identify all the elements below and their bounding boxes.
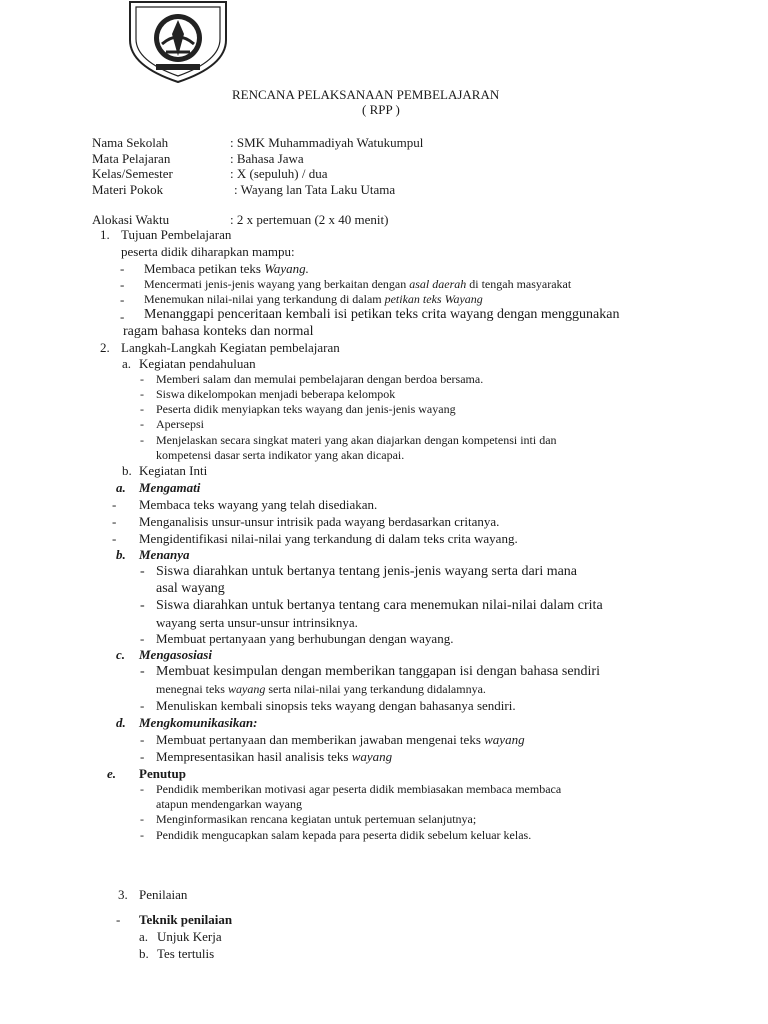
subject-label: Mata Pelajaran: [92, 151, 171, 166]
penutup-title: Penutup: [139, 766, 186, 781]
penutup-item-3: Pendidik mengucapkan salam kepada para peserta didik sebelum keluar kelas.: [156, 828, 532, 842]
section1-intro: peserta didik diharapkan mampu:: [121, 244, 295, 259]
bullet-dash: -: [140, 402, 144, 416]
intro-activity-4: Apersepsi: [156, 417, 204, 431]
school-label: Nama Sekolah: [92, 135, 169, 150]
menanya-item-1-line2: asal wayang: [156, 581, 225, 596]
intro-activity-5-line1: Menjelaskan secara singkat materi yang akan diajarkan dengan kompetensi inti dan: [156, 433, 557, 447]
class-value: : X (sepuluh) / dua: [230, 166, 328, 181]
mengkomunikasikan-item-2: Mempresentasikan hasil analisis teks wayang: [156, 749, 393, 764]
mengkomunikasikan-title: Mengkomunikasikan:: [139, 715, 258, 730]
document-title: RENCANA PELAKSANAAN PEMBELAJARAN: [232, 87, 500, 102]
assessment-technique-title: Teknik penilaian: [139, 912, 233, 927]
section1-title: Tujuan Pembelajaran: [121, 227, 232, 242]
intro-activity-5-line2: kompetensi dasar serta indikator yang akan dicapai.: [156, 448, 405, 462]
section3-number: 3.: [118, 887, 128, 902]
bullet-dash: -: [120, 309, 125, 324]
mengamati-item-1: Membaca teks wayang yang telah disediakan.: [139, 497, 378, 512]
menanya-item-3: Membuat pertanyaan yang berhubungan dengan wayang.: [156, 631, 454, 646]
material-label: Materi Pokok: [92, 182, 164, 197]
bullet-dash: -: [140, 631, 145, 646]
assessment-item-letter: a.: [139, 929, 149, 944]
menanya-letter: b.: [116, 547, 126, 562]
bullet-dash: -: [112, 531, 117, 546]
assessment-item-letter: b.: [139, 946, 149, 961]
goal-item-4-line1: Menanggapi penceritaan kembali isi petikan teks crita wayang dengan menggunakan: [144, 307, 620, 322]
menanya-item-1-line1: Siswa diarahkan untuk bertanya tentang jenis-jenis wayang serta dari mana: [156, 564, 578, 579]
time-value: : 2 x pertemuan (2 x 40 menit): [230, 212, 389, 227]
goal-item-3: Menemukan nilai-nilai yang terkandung di dalam petikan teks Wayang: [144, 292, 483, 306]
mengasosiasi-title: Mengasosiasi: [139, 647, 212, 662]
subsection-a-title: Kegiatan pendahuluan: [139, 356, 256, 371]
bullet-dash: -: [140, 417, 144, 431]
subject-value: : Bahasa Jawa: [230, 151, 304, 166]
bullet-dash: -: [120, 292, 125, 307]
mengasosiasi-letter: c.: [116, 647, 126, 662]
bullet-dash: -: [140, 732, 145, 747]
menanya-title: Menanya: [139, 547, 190, 562]
bullet-dash: -: [140, 598, 145, 613]
bullet-dash: -: [140, 664, 145, 679]
mengamati-title: Mengamati: [139, 480, 201, 495]
mengasosiasi-item-1-line2: menegnai teks wayang serta nilai-nilai yang terkandung didalamnya.: [156, 682, 486, 696]
menanya-item-2-line2: wayang serta unsur-unsur intrinsiknya.: [156, 615, 358, 630]
bullet-dash: -: [140, 433, 144, 447]
goal-item-1: Membaca petikan teks Wayang.: [144, 261, 309, 276]
class-label: Kelas/Semester: [92, 166, 173, 181]
menanya-item-2-line1: Siswa diarahkan untuk bertanya tentang cara menemukan nilai-nilai dalam crita: [156, 598, 603, 613]
mengasosiasi-item-1-line1: Membuat kesimpulan dengan memberikan tanggapan isi dengan bahasa sendiri: [156, 664, 600, 679]
bullet-dash: -: [140, 782, 144, 796]
bullet-dash: -: [120, 277, 125, 292]
section3-title: Penilaian: [139, 887, 188, 902]
section2-number: 2.: [100, 340, 110, 355]
mengamati-item-2: Menganalisis unsur-unsur intrisik pada wayang berdasarkan critanya.: [139, 514, 500, 529]
bullet-dash: -: [140, 812, 144, 826]
mengamati-letter: a.: [116, 480, 126, 495]
document-subtitle: ( RPP ): [362, 102, 400, 117]
bullet-dash: -: [112, 514, 117, 529]
mengkomunikasikan-letter: d.: [116, 715, 126, 730]
penutup-item-1-line2: atapun mendengarkan wayang: [156, 797, 302, 811]
intro-activity-3: Peserta didik menyiapkan teks wayang dan jenis-jenis wayang: [156, 402, 456, 416]
bullet-dash: -: [116, 912, 121, 927]
bullet-dash: -: [112, 497, 117, 512]
goal-item-4-line2: ragam bahasa konteks dan normal: [123, 324, 314, 339]
section2-title: Langkah-Langkah Kegiatan pembelajaran: [121, 340, 340, 355]
assessment-item-2: Tes tertulis: [157, 946, 215, 961]
penutup-letter: e.: [107, 766, 117, 781]
bullet-dash: -: [140, 828, 144, 842]
school-value: : SMK Muhammadiyah Watukumpul: [230, 135, 424, 150]
assessment-item-1: Unjuk Kerja: [157, 929, 222, 944]
subsection-b-title: Kegiatan Inti: [139, 463, 208, 478]
goal-item-2: Mencermati jenis-jenis wayang yang berkaitan dengan asal daerah di tengah masyarakat: [144, 277, 572, 291]
penutup-item-2: Menginformasikan rencana kegiatan untuk pertemuan selanjutnya;: [156, 812, 477, 826]
subsection-a-letter: a.: [122, 356, 132, 371]
bullet-dash: -: [120, 261, 125, 276]
section1-number: 1.: [100, 227, 110, 242]
intro-activity-2: Siswa dikelompokan menjadi beberapa kelompok: [156, 387, 396, 401]
mengasosiasi-item-2: Menuliskan kembali sinopsis teks wayang dengan bahasanya sendiri.: [156, 698, 516, 713]
bullet-dash: -: [140, 698, 145, 713]
subsection-b-letter: b.: [122, 463, 132, 478]
material-value: : Wayang lan Tata Laku Utama: [234, 182, 396, 197]
bullet-dash: -: [140, 749, 145, 764]
mengkomunikasikan-item-1: Membuat pertanyaan dan memberikan jawaban mengenai teks wayang: [156, 732, 525, 747]
bullet-dash: -: [140, 372, 144, 386]
mengamati-item-3: Mengidentifikasi nilai-nilai yang terkandung di dalam teks crita wayang.: [139, 531, 518, 546]
regency-crest-logo: [126, 0, 230, 84]
bullet-dash: -: [140, 387, 144, 401]
intro-activity-1: Memberi salam dan memulai pembelajaran dengan berdoa bersama.: [156, 372, 484, 386]
time-label: Alokasi Waktu: [92, 212, 170, 227]
bullet-dash: -: [140, 564, 145, 579]
penutup-item-1-line1: Pendidik memberikan motivasi agar peserta didik membiasakan membaca membaca: [156, 782, 562, 796]
